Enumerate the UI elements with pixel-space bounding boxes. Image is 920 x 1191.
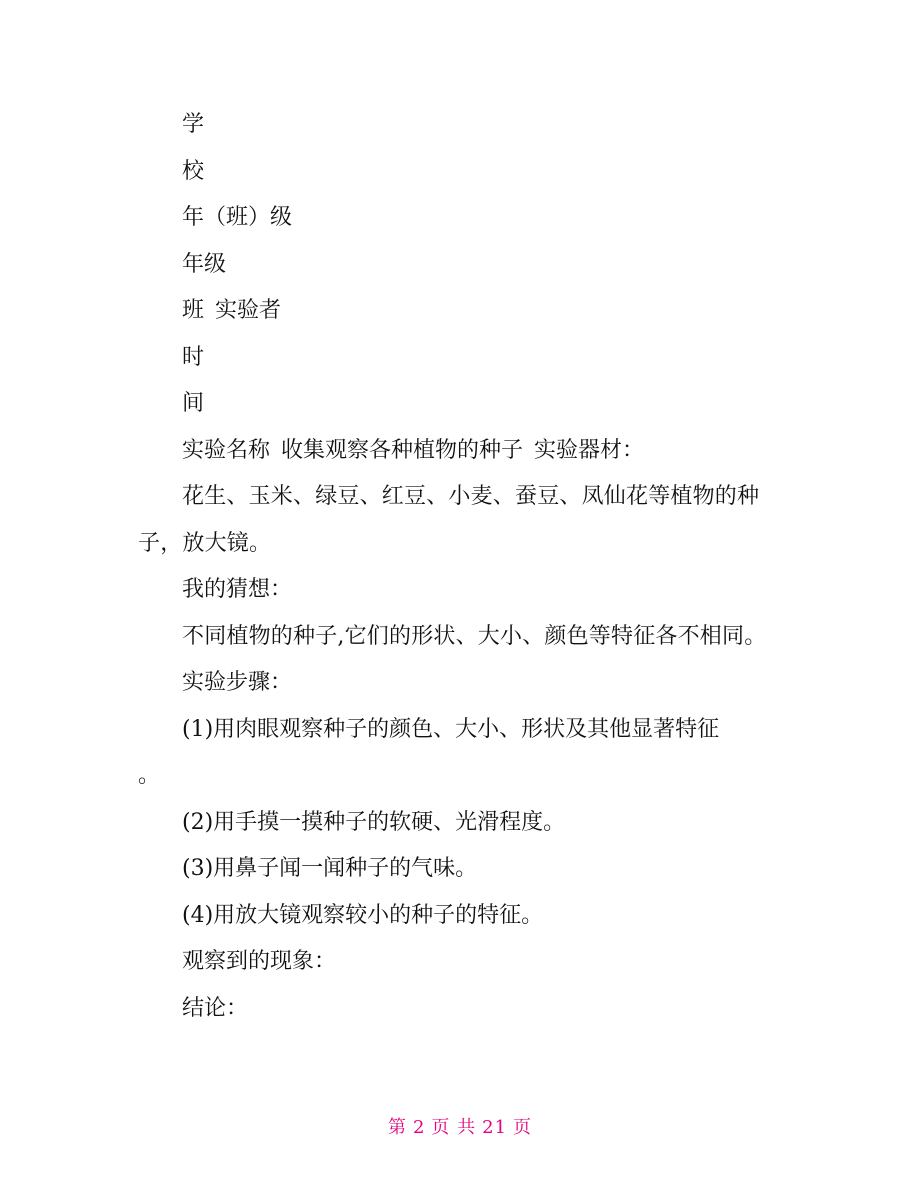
school-label-char-1: 学: [182, 112, 205, 137]
class-experimenter-line: [138, 288, 788, 335]
hypothesis-label: [138, 567, 788, 614]
experimenter-label: 实验者: [215, 298, 282, 323]
footer-total-pages: 21: [482, 1117, 508, 1138]
steps-label: [138, 660, 788, 707]
document-body: [138, 102, 788, 1032]
footer-page-number: 2: [412, 1117, 426, 1138]
step-text-1: (1)用肉眼观察种子的颜色、大小、形状及其他显著特征: [182, 716, 720, 742]
step-text-3: (3)用鼻子闻一闻种子的气味。: [182, 856, 478, 881]
hypothesis-label-text: 我的猜想：: [182, 577, 293, 602]
experiment-name-label: 实验名称: [182, 437, 271, 463]
grade-class-text: 年（班）级: [182, 205, 293, 230]
materials-label: 实验器材：: [534, 437, 645, 463]
step-item-2: [138, 800, 788, 847]
step-text-2: (2)用手摸一摸种子的软硬、光滑程度。: [182, 809, 566, 835]
observation-label: [138, 939, 788, 986]
school-label-line-1: [138, 102, 788, 149]
time-label-line-2: [138, 381, 788, 428]
grade-text: 年级: [182, 251, 227, 277]
observation-label-text: 观察到的现象：: [182, 949, 337, 974]
steps-label-text: 实验步骤：: [182, 670, 293, 695]
conclusion-label: [138, 986, 788, 1033]
step-text-1-end: 。: [138, 763, 161, 788]
step-item-1: [138, 707, 788, 754]
page-footer: [0, 1113, 920, 1139]
grade-class-label: [138, 195, 788, 242]
materials-paragraph: 花生、玉米、绿豆、红豆、小麦、蚕豆、凤仙花等植物的种子，放大镜。: [138, 484, 760, 556]
time-label-line-1: [138, 335, 788, 382]
time-label-char-2: 间: [182, 391, 205, 416]
class-label: 班: [182, 298, 205, 323]
grade-label: [138, 242, 788, 289]
experiment-name-line: [138, 428, 788, 475]
step-item-4: [138, 893, 788, 940]
time-label-char-1: 时: [182, 344, 205, 370]
step-item-3: [138, 846, 788, 893]
experiment-name-value: 收集观察各种植物的种子: [281, 437, 524, 463]
footer-middle: 页 共: [431, 1117, 477, 1138]
step-text-4: (4)用放大镜观察较小的种子的特征。: [182, 902, 544, 928]
school-label-char-2: 校: [182, 158, 205, 184]
hypothesis-paragraph: 不同植物的种子,它们的形状、大小、颜色等特征各不相同。: [182, 623, 767, 649]
footer-suffix: 页: [513, 1117, 533, 1138]
school-label-line-2: [138, 149, 788, 196]
conclusion-label-text: 结论：: [182, 995, 249, 1021]
footer-prefix: 第: [387, 1117, 407, 1138]
step-item-1-continuation: [138, 753, 788, 800]
